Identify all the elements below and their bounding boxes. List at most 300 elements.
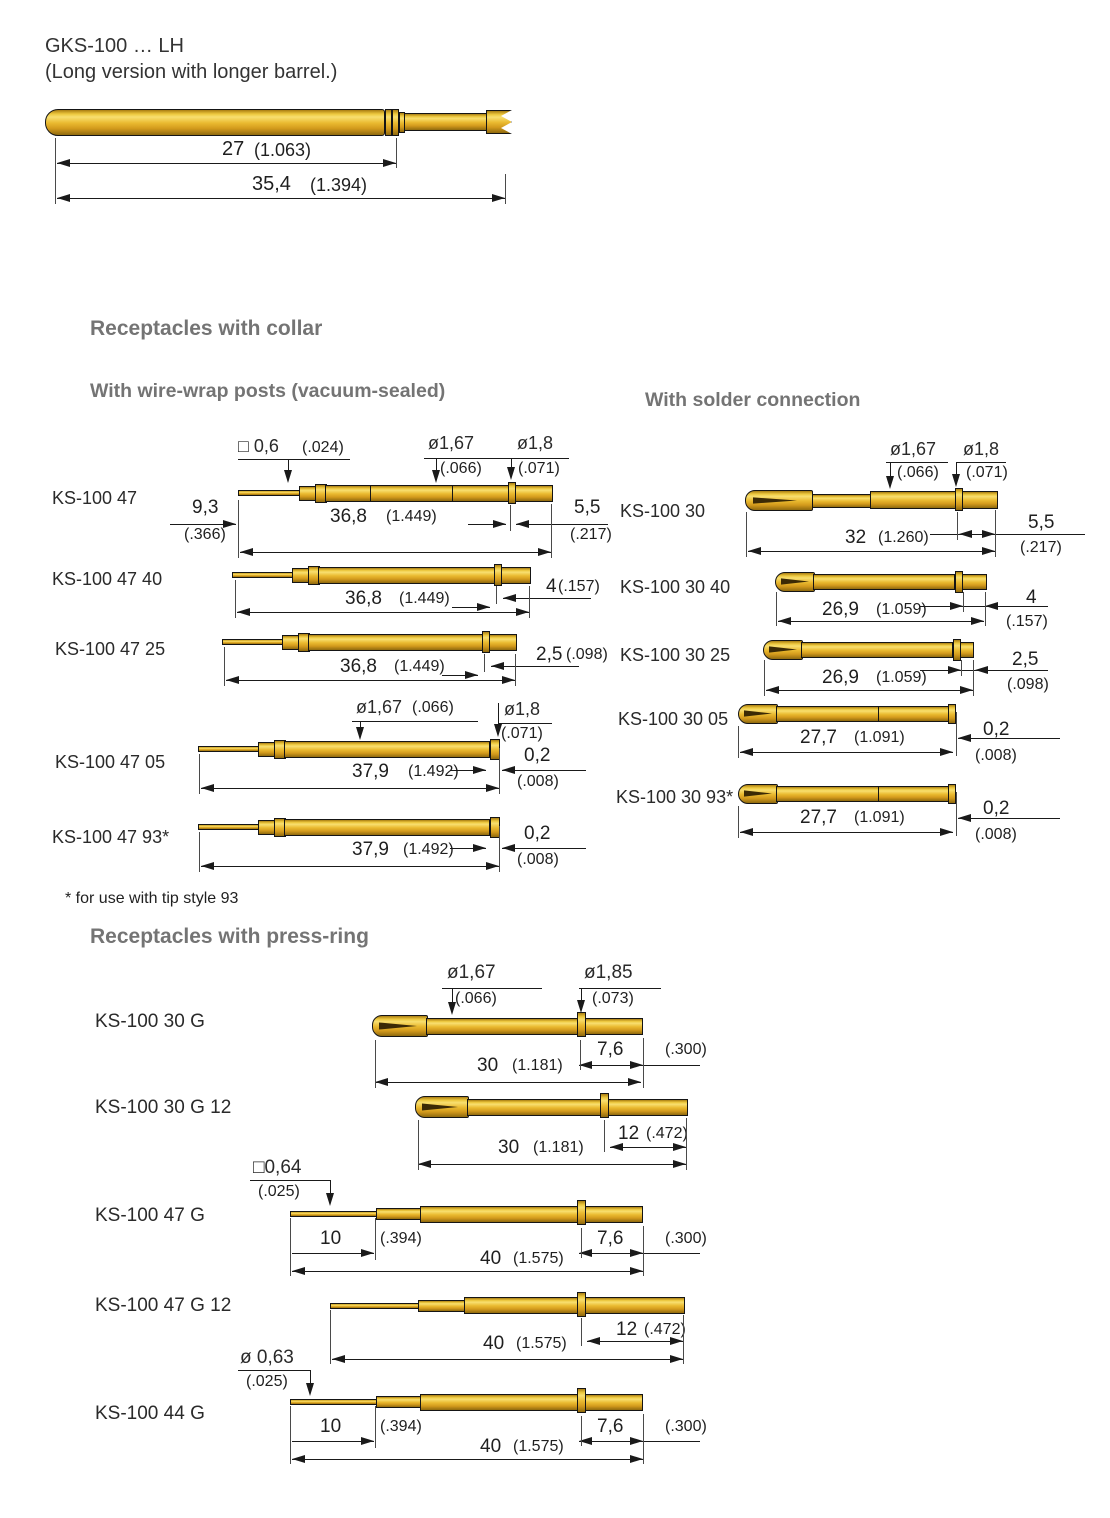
probe-barrel <box>284 741 490 758</box>
dim-inch: (.300) <box>665 1418 707 1435</box>
dim-inch: (1.063) <box>254 140 312 160</box>
dim-mm: 0,2 <box>983 798 1010 819</box>
dim-line <box>958 738 1060 739</box>
leader-line <box>424 458 520 459</box>
arrow-left <box>516 520 529 528</box>
row-label: KS-100 47 05 <box>55 752 166 772</box>
dim-mm: 10 <box>320 1228 342 1249</box>
dim-mm: 36,8 <box>340 656 377 677</box>
ext-line <box>499 748 500 794</box>
probe-tail <box>962 574 987 590</box>
row-label: KS-100 47 G 12 <box>95 1295 232 1316</box>
leader-line <box>352 721 478 722</box>
ext-line <box>683 1315 684 1364</box>
dim-inch: (.394) <box>380 1230 422 1247</box>
arrow-left <box>201 862 214 870</box>
arrow-left <box>201 784 214 792</box>
dim-line <box>57 163 396 164</box>
dim-line <box>491 666 579 667</box>
arrow-down <box>356 727 364 740</box>
page-subtitle: (Long version with longer barrel.) <box>45 61 338 83</box>
dim-line <box>516 524 608 525</box>
leader-line <box>250 1180 330 1181</box>
dim-inch: (1.575) <box>513 1438 564 1455</box>
row-label: KS-100 30 G <box>95 1011 205 1032</box>
dim-line <box>332 1359 683 1360</box>
dim-inch: (1.059) <box>876 669 927 686</box>
dim-mm: 26,9 <box>822 599 859 620</box>
arrow-left <box>292 1267 305 1275</box>
dim-line <box>748 551 995 552</box>
heading-collar: Receptacles with collar <box>90 317 323 340</box>
arrow-left <box>740 828 753 836</box>
ext-line <box>973 660 974 696</box>
leader-line <box>452 988 453 1003</box>
callout-dia2: ø1,8 <box>504 699 541 719</box>
arrow-right <box>673 1160 686 1168</box>
arrow-left <box>740 748 753 756</box>
arrow-right <box>516 608 529 616</box>
ext-line <box>396 138 397 168</box>
ext-line <box>235 580 236 618</box>
ext-line <box>956 712 957 756</box>
dim-line <box>201 788 499 789</box>
callout-square: □0,64 <box>253 1157 302 1178</box>
ext-line <box>957 512 958 540</box>
dim-line <box>201 866 499 867</box>
callout-dia2-inch: (.071) <box>501 725 543 742</box>
dim-mm: 40 <box>483 1333 505 1354</box>
probe-barrel <box>801 642 953 658</box>
dim-mm: 12 <box>618 1123 640 1144</box>
dim-inch: (.217) <box>1020 539 1062 556</box>
dim-mm: 40 <box>480 1436 502 1457</box>
arrow-down <box>507 467 515 480</box>
dim-mm: 0,2 <box>524 745 551 766</box>
arrow-right <box>971 617 984 625</box>
row-label: KS-100 30 25 <box>620 645 731 665</box>
dim-inch: (.157) <box>558 578 600 595</box>
ext-line <box>764 660 765 696</box>
ext-line <box>499 826 500 872</box>
ext-line <box>995 510 996 557</box>
ext-line <box>985 592 986 626</box>
ext-line <box>418 1120 419 1170</box>
dim-inch: (1.492) <box>403 841 454 858</box>
dim-mm: 5,5 <box>1028 512 1055 533</box>
dim-inch: (1.575) <box>516 1335 567 1352</box>
heading-wirewrap: With wire-wrap posts (vacuum-sealed) <box>90 380 446 402</box>
ext-line <box>330 1310 331 1364</box>
leader-line <box>330 1180 331 1194</box>
arrow-down <box>284 470 292 483</box>
dim-mm: 30 <box>477 1055 499 1076</box>
probe-barrel <box>776 706 950 722</box>
probe-tail <box>585 1206 643 1223</box>
ext-line <box>643 1226 644 1276</box>
dim-line <box>226 680 515 681</box>
arrow-right <box>502 676 515 684</box>
callout-dia1: ø1,67 <box>890 439 937 459</box>
probe-step <box>418 1300 466 1312</box>
callout-square-inch: (.024) <box>302 439 344 456</box>
ext-line <box>375 1218 376 1260</box>
dim-line <box>740 752 953 753</box>
arrow-right <box>948 666 961 674</box>
arrow-left <box>766 686 779 694</box>
arrow-right <box>950 602 963 610</box>
dim-line <box>503 598 591 599</box>
row-label: KS-100 47 40 <box>52 569 163 589</box>
barrel-seam <box>452 486 453 501</box>
dim-line <box>57 198 505 199</box>
row-label: KS-100 47 25 <box>55 639 166 659</box>
dim-mm: 27,7 <box>800 727 837 748</box>
arrow-left <box>958 734 971 742</box>
leader-line <box>579 988 661 989</box>
arrow-down <box>886 476 894 489</box>
leader-line <box>890 462 891 477</box>
arrow-left <box>57 194 70 202</box>
dim-line <box>587 1341 683 1342</box>
arrow-left <box>985 602 998 610</box>
leader-line <box>956 462 1006 463</box>
callout-dia1-inch: (.066) <box>440 460 482 477</box>
dim-inch: (.472) <box>644 1321 686 1338</box>
heading-solder: With solder connection <box>645 389 861 411</box>
dim-mm: 0,2 <box>983 719 1010 740</box>
callout-dia2: ø1,85 <box>584 962 633 983</box>
probe-barrel <box>467 1099 602 1116</box>
ext-line <box>529 586 530 618</box>
row-label: KS-100 30 G 12 <box>95 1097 232 1118</box>
dim-inch: (1.449) <box>386 508 437 525</box>
dim-mm: 27,7 <box>800 807 837 828</box>
arrow-right <box>492 194 505 202</box>
ext-line <box>746 512 747 557</box>
arrow-right <box>486 784 499 792</box>
ext-line <box>643 1414 644 1464</box>
probe-barrel <box>325 485 509 502</box>
dim-mm: 2,5 <box>1012 649 1039 670</box>
arrow-right <box>361 1249 374 1257</box>
probe-post <box>290 1399 378 1405</box>
arrow-right <box>465 671 478 679</box>
probe-tail <box>962 491 998 509</box>
barrel-seam <box>878 707 879 721</box>
dim-mm: 30 <box>498 1137 520 1158</box>
probe-post <box>290 1211 378 1217</box>
arrow-left <box>502 766 515 774</box>
dim-inch: (.394) <box>380 1418 422 1435</box>
ext-line <box>956 792 957 836</box>
dim-inch: (1.181) <box>533 1139 584 1156</box>
probe-barrel <box>318 567 496 584</box>
row-label: KS-100 30 05 <box>618 709 729 729</box>
arrow-left <box>503 594 516 602</box>
arrow-right <box>630 1061 643 1069</box>
arrow-left <box>418 1160 431 1168</box>
barrel-seam <box>878 787 879 801</box>
probe-step <box>376 1396 422 1408</box>
dim-mm: 7,6 <box>597 1416 624 1437</box>
probe-end-ring <box>948 704 956 724</box>
probe-post <box>198 746 260 752</box>
dim-inch: (.008) <box>517 773 559 790</box>
leader-line <box>886 462 948 463</box>
probe-tail <box>489 634 517 651</box>
arrow-right <box>940 748 953 756</box>
probe-post <box>222 639 284 645</box>
dim-mm: 27 <box>222 138 245 160</box>
arrow-right <box>477 603 490 611</box>
dim-inch: (.008) <box>975 826 1017 843</box>
arrow-right <box>630 1455 643 1463</box>
dim-inch: (1.091) <box>854 809 905 826</box>
leader-line <box>498 703 499 725</box>
ext-line <box>961 660 962 676</box>
page-title: GKS-100 … LH <box>45 35 184 57</box>
probe-post <box>232 572 294 578</box>
dim-inch: (.472) <box>646 1125 688 1142</box>
probe-barrel <box>870 491 957 509</box>
dim-line <box>740 832 953 833</box>
ext-line <box>199 832 200 872</box>
dim-inch: (.008) <box>517 851 559 868</box>
arrow-left <box>375 1078 388 1086</box>
probe-tail <box>585 1297 685 1314</box>
dim-line <box>958 818 1060 819</box>
dim-mm: 37,9 <box>352 761 389 782</box>
probe-tail <box>608 1099 688 1116</box>
arrow-right <box>473 766 486 774</box>
arrow-left <box>491 662 504 670</box>
dim-inch: (1.492) <box>408 763 459 780</box>
row-label: KS-100 30 <box>620 501 706 521</box>
dim-line <box>292 1459 643 1460</box>
callout-square-inch: (.025) <box>258 1183 300 1200</box>
ext-line <box>375 1406 376 1448</box>
heading-pressring: Receptacles with press-ring <box>90 925 369 948</box>
dim-inch: (.098) <box>566 646 608 663</box>
dim-inch: (.098) <box>1007 676 1049 693</box>
dim-inch: (.300) <box>665 1230 707 1247</box>
ext-line <box>581 1228 582 1258</box>
arrow-left <box>958 814 971 822</box>
dim-inch: (1.575) <box>513 1250 564 1267</box>
footnote: * for use with tip style 93 <box>65 890 239 907</box>
probe-end-ring <box>948 784 956 804</box>
dim-inch: (1.091) <box>854 729 905 746</box>
probe-barrel <box>464 1297 578 1314</box>
arrow-right <box>940 828 953 836</box>
arrow-right <box>630 1267 643 1275</box>
dim-inch: (.217) <box>570 526 612 543</box>
ext-line <box>963 592 964 612</box>
arrow-right <box>383 159 396 167</box>
arrow-left <box>226 676 239 684</box>
arrow-right <box>630 1249 643 1257</box>
dim-inch: (.300) <box>665 1041 707 1058</box>
callout-dia1-inch: (.066) <box>897 464 939 481</box>
probe-tail <box>585 1394 643 1411</box>
row-label: KS-100 47 93* <box>52 827 170 847</box>
arrow-down <box>494 724 502 737</box>
arrow-left <box>975 666 988 674</box>
leader-line <box>513 458 569 459</box>
leader-line <box>310 1370 311 1384</box>
dim-mm: 9,3 <box>192 497 219 518</box>
dim-mm: 5,5 <box>574 497 601 518</box>
arrow-right <box>493 520 506 528</box>
probe-tail <box>515 485 553 502</box>
probe-neck <box>812 494 872 508</box>
arrow-down <box>306 1383 314 1396</box>
callout-dia2-inch: (.073) <box>592 990 634 1007</box>
dim-mm: 35,4 <box>252 173 291 195</box>
probe-post <box>238 490 301 496</box>
dim-line <box>930 534 1085 535</box>
dim-mm: 12 <box>616 1319 638 1340</box>
row-label: KS-100 47 G <box>95 1205 205 1226</box>
probe-tail <box>585 1018 643 1035</box>
probe-tail <box>960 642 974 658</box>
dim-inch: (.008) <box>975 747 1017 764</box>
ext-line <box>776 592 777 626</box>
leader-line <box>238 1370 310 1371</box>
dim-inch: (1.394) <box>310 175 368 195</box>
dim-line <box>766 690 973 691</box>
probe-barrel <box>776 786 950 802</box>
arrow-right <box>670 1337 683 1345</box>
callout-dia-inch: (.025) <box>246 1373 288 1390</box>
dim-line <box>375 1082 641 1083</box>
dim-inch: (1.181) <box>512 1057 563 1074</box>
arrow-left <box>778 617 791 625</box>
ext-line <box>496 586 497 604</box>
arrow-right <box>960 686 973 694</box>
ext-line <box>515 654 516 686</box>
callout-dia1: ø1,67 <box>356 697 403 717</box>
ext-line <box>290 1406 291 1464</box>
dim-inch: (1.449) <box>394 658 445 675</box>
leader-line <box>442 988 542 989</box>
probe-barrel <box>420 1206 578 1223</box>
dim-mm: 36,8 <box>330 506 367 527</box>
ext-line <box>224 647 225 686</box>
arrow-down <box>432 470 440 483</box>
dim-mm: 10 <box>320 1416 342 1437</box>
arrow-right <box>473 844 486 852</box>
dim-mm: 7,6 <box>597 1228 624 1249</box>
probe-barrel <box>308 634 484 651</box>
ext-line <box>510 505 511 531</box>
dim-mm: 4 <box>546 576 557 597</box>
probe-barrel <box>284 819 490 836</box>
probe-tail <box>501 567 531 584</box>
ext-line <box>604 1120 605 1152</box>
arrow-right <box>630 1437 643 1445</box>
arrow-left <box>237 608 250 616</box>
row-label: KS-100 47 <box>52 488 138 508</box>
leader-line <box>498 723 552 724</box>
ext-line <box>505 174 506 204</box>
arrow-down <box>952 474 960 487</box>
dim-inch: (.366) <box>184 526 226 543</box>
crown-notch <box>501 122 512 134</box>
arrow-right <box>486 862 499 870</box>
dim-line <box>237 612 529 613</box>
arrow-left <box>610 1143 623 1151</box>
dim-line <box>778 621 984 622</box>
arrow-left <box>292 1455 305 1463</box>
dim-line <box>920 606 1048 607</box>
probe-step <box>376 1208 422 1220</box>
arrow-down <box>326 1193 334 1206</box>
arrow-left <box>332 1355 345 1363</box>
callout-dia: ø 0,63 <box>240 1347 294 1368</box>
arrow-left <box>587 1337 600 1345</box>
dim-inch: (.157) <box>1006 613 1048 630</box>
dim-line <box>418 1164 686 1165</box>
dim-mm: 4 <box>1026 587 1037 608</box>
callout-dia1: ø1,67 <box>428 433 475 453</box>
probe-barrel <box>420 1394 578 1411</box>
ext-line <box>238 500 239 558</box>
leader-line <box>238 459 350 460</box>
probe-barrel <box>45 109 385 136</box>
arrow-left <box>57 159 70 167</box>
dim-mm: 7,6 <box>597 1039 624 1060</box>
ext-line <box>484 654 485 672</box>
ext-line <box>199 754 200 794</box>
arrow-down <box>448 1002 456 1015</box>
arrow-right <box>673 1143 686 1151</box>
row-label: KS-100 30 40 <box>620 577 731 597</box>
arrow-left <box>502 844 515 852</box>
ext-line <box>738 806 739 838</box>
ext-line <box>580 1040 581 1070</box>
callout-dia2: ø1,8 <box>517 433 554 453</box>
probe-ring <box>385 109 392 136</box>
row-label: KS-100 44 G <box>95 1403 205 1424</box>
ext-line <box>581 1318 582 1346</box>
arrow-right <box>361 1437 374 1445</box>
crown-notch <box>501 110 512 122</box>
dim-mm: 32 <box>845 527 867 548</box>
ext-line <box>55 138 56 204</box>
probe-plunger <box>404 113 488 131</box>
arrow-right <box>982 547 995 555</box>
callout-dia1-inch: (.066) <box>455 990 497 1007</box>
dim-mm: 26,9 <box>822 667 859 688</box>
ext-line <box>686 1118 687 1170</box>
dim-line <box>240 552 551 553</box>
arrow-left <box>959 530 972 538</box>
arrow-right <box>982 530 995 538</box>
ext-line <box>551 504 552 558</box>
probe-post <box>330 1303 420 1309</box>
probe-barrel <box>813 574 955 590</box>
probe-post <box>198 824 260 830</box>
callout-dia1: ø1,67 <box>447 962 496 983</box>
dim-mm: 0,2 <box>524 823 551 844</box>
arrow-left <box>240 548 253 556</box>
callout-dia2-inch: (.071) <box>966 464 1008 481</box>
row-label: KS-100 30 93* <box>616 787 734 807</box>
probe-barrel <box>426 1018 579 1035</box>
ext-line <box>643 1038 644 1088</box>
